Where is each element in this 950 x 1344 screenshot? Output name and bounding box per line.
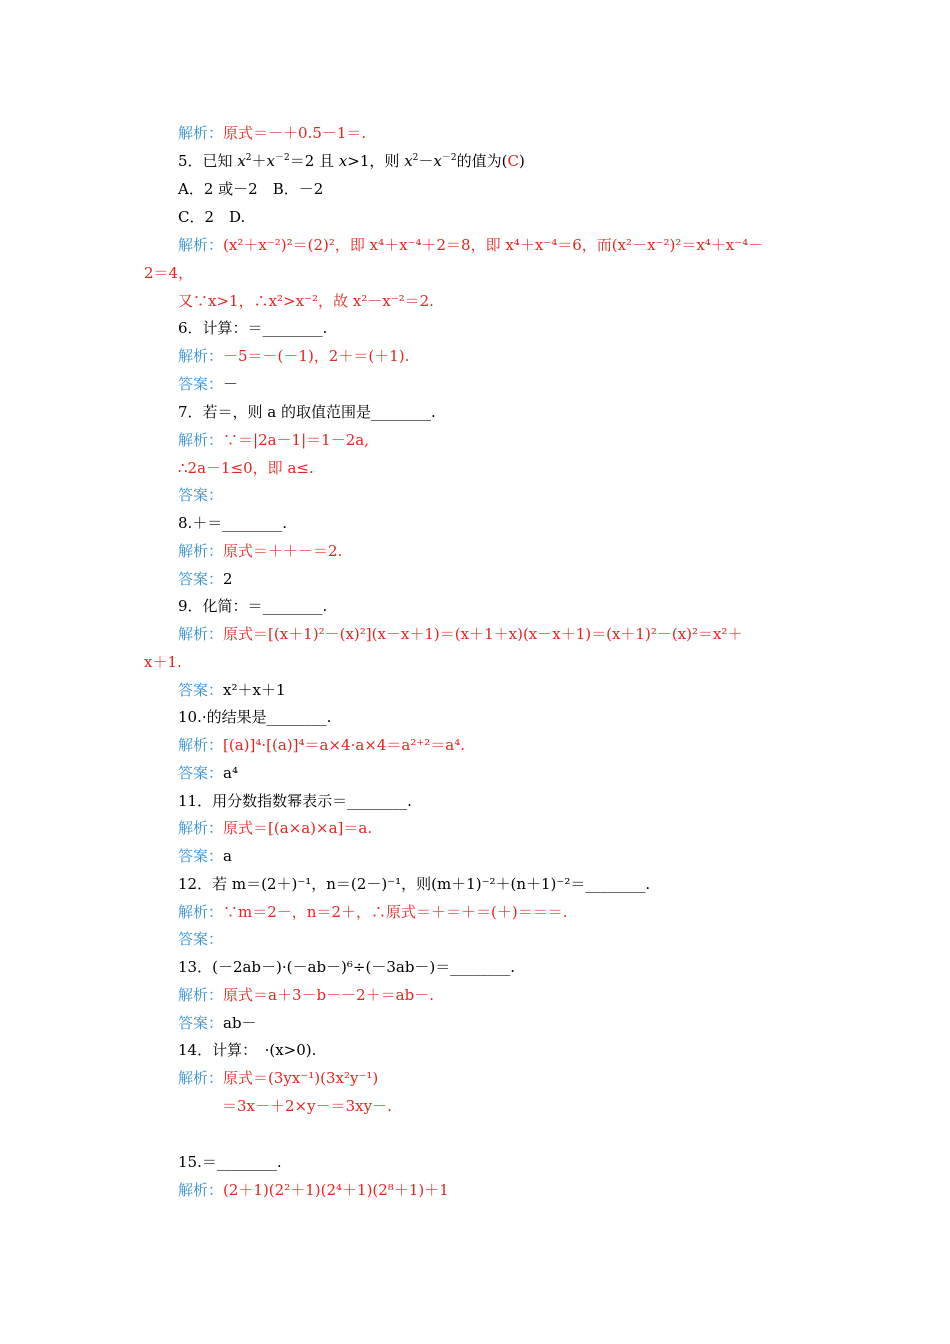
- solution-text: (x²＋x⁻²)²＝(2)²，即 x⁴＋x⁻⁴＋2＝8，即 x⁴＋x⁻⁴＝6，而(x²－x⁻²)²＝x⁴＋x⁻⁴－: [223, 236, 764, 254]
- solution-text: －5＝－(－1)，2＋＝(＋1).: [223, 347, 410, 365]
- options-cd: C．2 D.: [178, 208, 246, 226]
- var-x: x: [237, 152, 246, 170]
- answer-line-q11: [178, 846, 232, 866]
- daan-label: 答案：: [178, 375, 224, 393]
- answer-line-q7: [178, 485, 223, 505]
- solution-line-q10: [178, 735, 465, 755]
- daan-label: 答案：: [178, 681, 224, 699]
- question-9: 9．化简：＝________.: [178, 597, 328, 615]
- solution-continuation: 又∵x>1，∴x²>x⁻²，故 x²－x⁻²＝2.: [178, 292, 434, 310]
- question-15: 15.＝________.: [178, 1153, 282, 1171]
- daan-label: 答案：: [178, 1014, 224, 1032]
- solution-text: 原式＝－＋0.5－1＝.: [223, 124, 367, 142]
- daan-label: 答案：: [178, 847, 224, 865]
- answer-text: ab－: [223, 1014, 257, 1032]
- operator: ＋: [251, 152, 267, 170]
- exponent: 2: [245, 153, 252, 163]
- answer-choice: C: [507, 152, 519, 170]
- var-x: x: [266, 152, 275, 170]
- solution-text: 原式＝[(a×a)×a]＝a.: [223, 819, 373, 837]
- solution-line-q7: [178, 430, 369, 450]
- jiexi-label: 解析：: [178, 431, 224, 449]
- exponent: －2: [275, 153, 290, 163]
- answer-line-q12: [178, 929, 223, 949]
- operator: －: [418, 152, 434, 170]
- solution-continuation: ∴2a－1≤0，即 a≤.: [178, 459, 314, 477]
- question-8: 8.＋＝________.: [178, 514, 288, 532]
- jiexi-label: 解析：: [178, 347, 224, 365]
- solution-line-q14: [178, 1068, 378, 1088]
- answer-line-q6: [178, 374, 238, 394]
- question-12: 12．若 m＝(2＋)⁻¹，n＝(2－)⁻¹，则(m＋1)⁻²＋(n＋1)⁻²＝________.: [178, 875, 651, 893]
- solution-line-q5: [178, 235, 763, 255]
- jiexi-label: 解析：: [178, 819, 224, 837]
- question-text: 的值为(: [456, 152, 508, 170]
- jiexi-label: 解析：: [178, 736, 224, 754]
- daan-label: 答案：: [178, 486, 224, 504]
- question-5: [178, 151, 525, 171]
- jiexi-label: 解析：: [178, 1069, 224, 1087]
- answer-text: a: [223, 847, 232, 865]
- jiexi-label: 解析：: [178, 236, 224, 254]
- answer-line-q13: [178, 1013, 257, 1033]
- question-text: ＝2 且: [289, 152, 339, 170]
- jiexi-label: 解析：: [178, 124, 224, 142]
- solution-line-q6: [178, 346, 409, 366]
- options-ab: A．2 或－2 B．－2: [178, 180, 324, 198]
- answer-text: a⁴: [223, 764, 238, 782]
- jiexi-label: 解析：: [178, 903, 224, 921]
- solution-text: (2＋1)(2²＋1)(2⁴＋1)(2⁸＋1)＋1: [223, 1181, 449, 1199]
- var-x: x: [433, 152, 442, 170]
- jiexi-label: 解析：: [178, 986, 224, 1004]
- solution-continuation: x＋1.: [144, 653, 182, 671]
- var-x: x: [404, 152, 413, 170]
- solution-continuation: ＝3x－＋2×y－＝3xy－.: [222, 1097, 392, 1115]
- var-x: x: [338, 152, 348, 170]
- solution-line-q11: [178, 818, 372, 838]
- solution-text: 原式＝[(x＋1)²－(x)²](x－x＋1)＝(x＋1＋x)(x－x＋1)＝(x＋1)²－(x)²＝x²＋: [223, 625, 743, 643]
- jiexi-label: 解析：: [178, 1181, 224, 1199]
- daan-label: 答案：: [178, 570, 224, 588]
- solution-text: ∵m＝2－，n＝2＋，∴原式＝＋＝＋＝(＋)＝＝＝.: [223, 903, 568, 921]
- solution-line-q8: [178, 541, 342, 561]
- solution-line-q9: [178, 624, 743, 644]
- question-10: 10.·的结果是________.: [178, 708, 332, 726]
- solution-line-q15: [178, 1180, 449, 1200]
- solution-line-q13: [178, 985, 434, 1005]
- answer-line-q8: [178, 569, 233, 589]
- jiexi-label: 解析：: [178, 625, 224, 643]
- solution-text: ∵＝|2a－1|＝1－2a,: [223, 431, 369, 449]
- solution-continuation: 2＝4，: [144, 264, 194, 282]
- question-7: 7．若＝，则 a 的取值范围是________.: [178, 403, 436, 421]
- question-text: 5．已知: [178, 152, 238, 170]
- daan-label: 答案：: [178, 930, 224, 948]
- question-text: >1，则: [347, 152, 405, 170]
- solution-text: 原式＝a＋3－b－－2＋＝ab－.: [223, 986, 434, 1004]
- jiexi-label: 解析：: [178, 542, 224, 560]
- answer-line-q9: [178, 680, 286, 700]
- answer-line-q10: [178, 763, 238, 783]
- question-13: 13．(－2ab－)·(－ab－)⁶÷(－3ab－)＝________.: [178, 958, 516, 976]
- question-11: 11．用分数指数幂表示＝________.: [178, 792, 412, 810]
- answer-text: 2: [223, 570, 233, 588]
- answer-text: －: [223, 375, 239, 393]
- question-6: 6．计算：＝________.: [178, 319, 328, 337]
- solution-text: 原式＝(3yx⁻¹)(3x²y⁻¹): [223, 1069, 379, 1087]
- question-text: ): [518, 152, 525, 170]
- solution-text: 原式＝＋＋－＝2.: [223, 542, 343, 560]
- question-14: 14．计算： ·(x>0).: [178, 1041, 317, 1059]
- solution-line-q4: [178, 123, 366, 143]
- solution-text: [(a)]⁴·[(a)]⁴＝a×4·a×4＝a²⁺²＝a⁴.: [223, 736, 466, 754]
- answer-text: x²＋x＋1: [223, 681, 286, 699]
- exponent: －2: [441, 153, 457, 163]
- solution-line-q12: [178, 902, 567, 922]
- daan-label: 答案：: [178, 764, 224, 782]
- exponent: 2: [412, 153, 419, 163]
